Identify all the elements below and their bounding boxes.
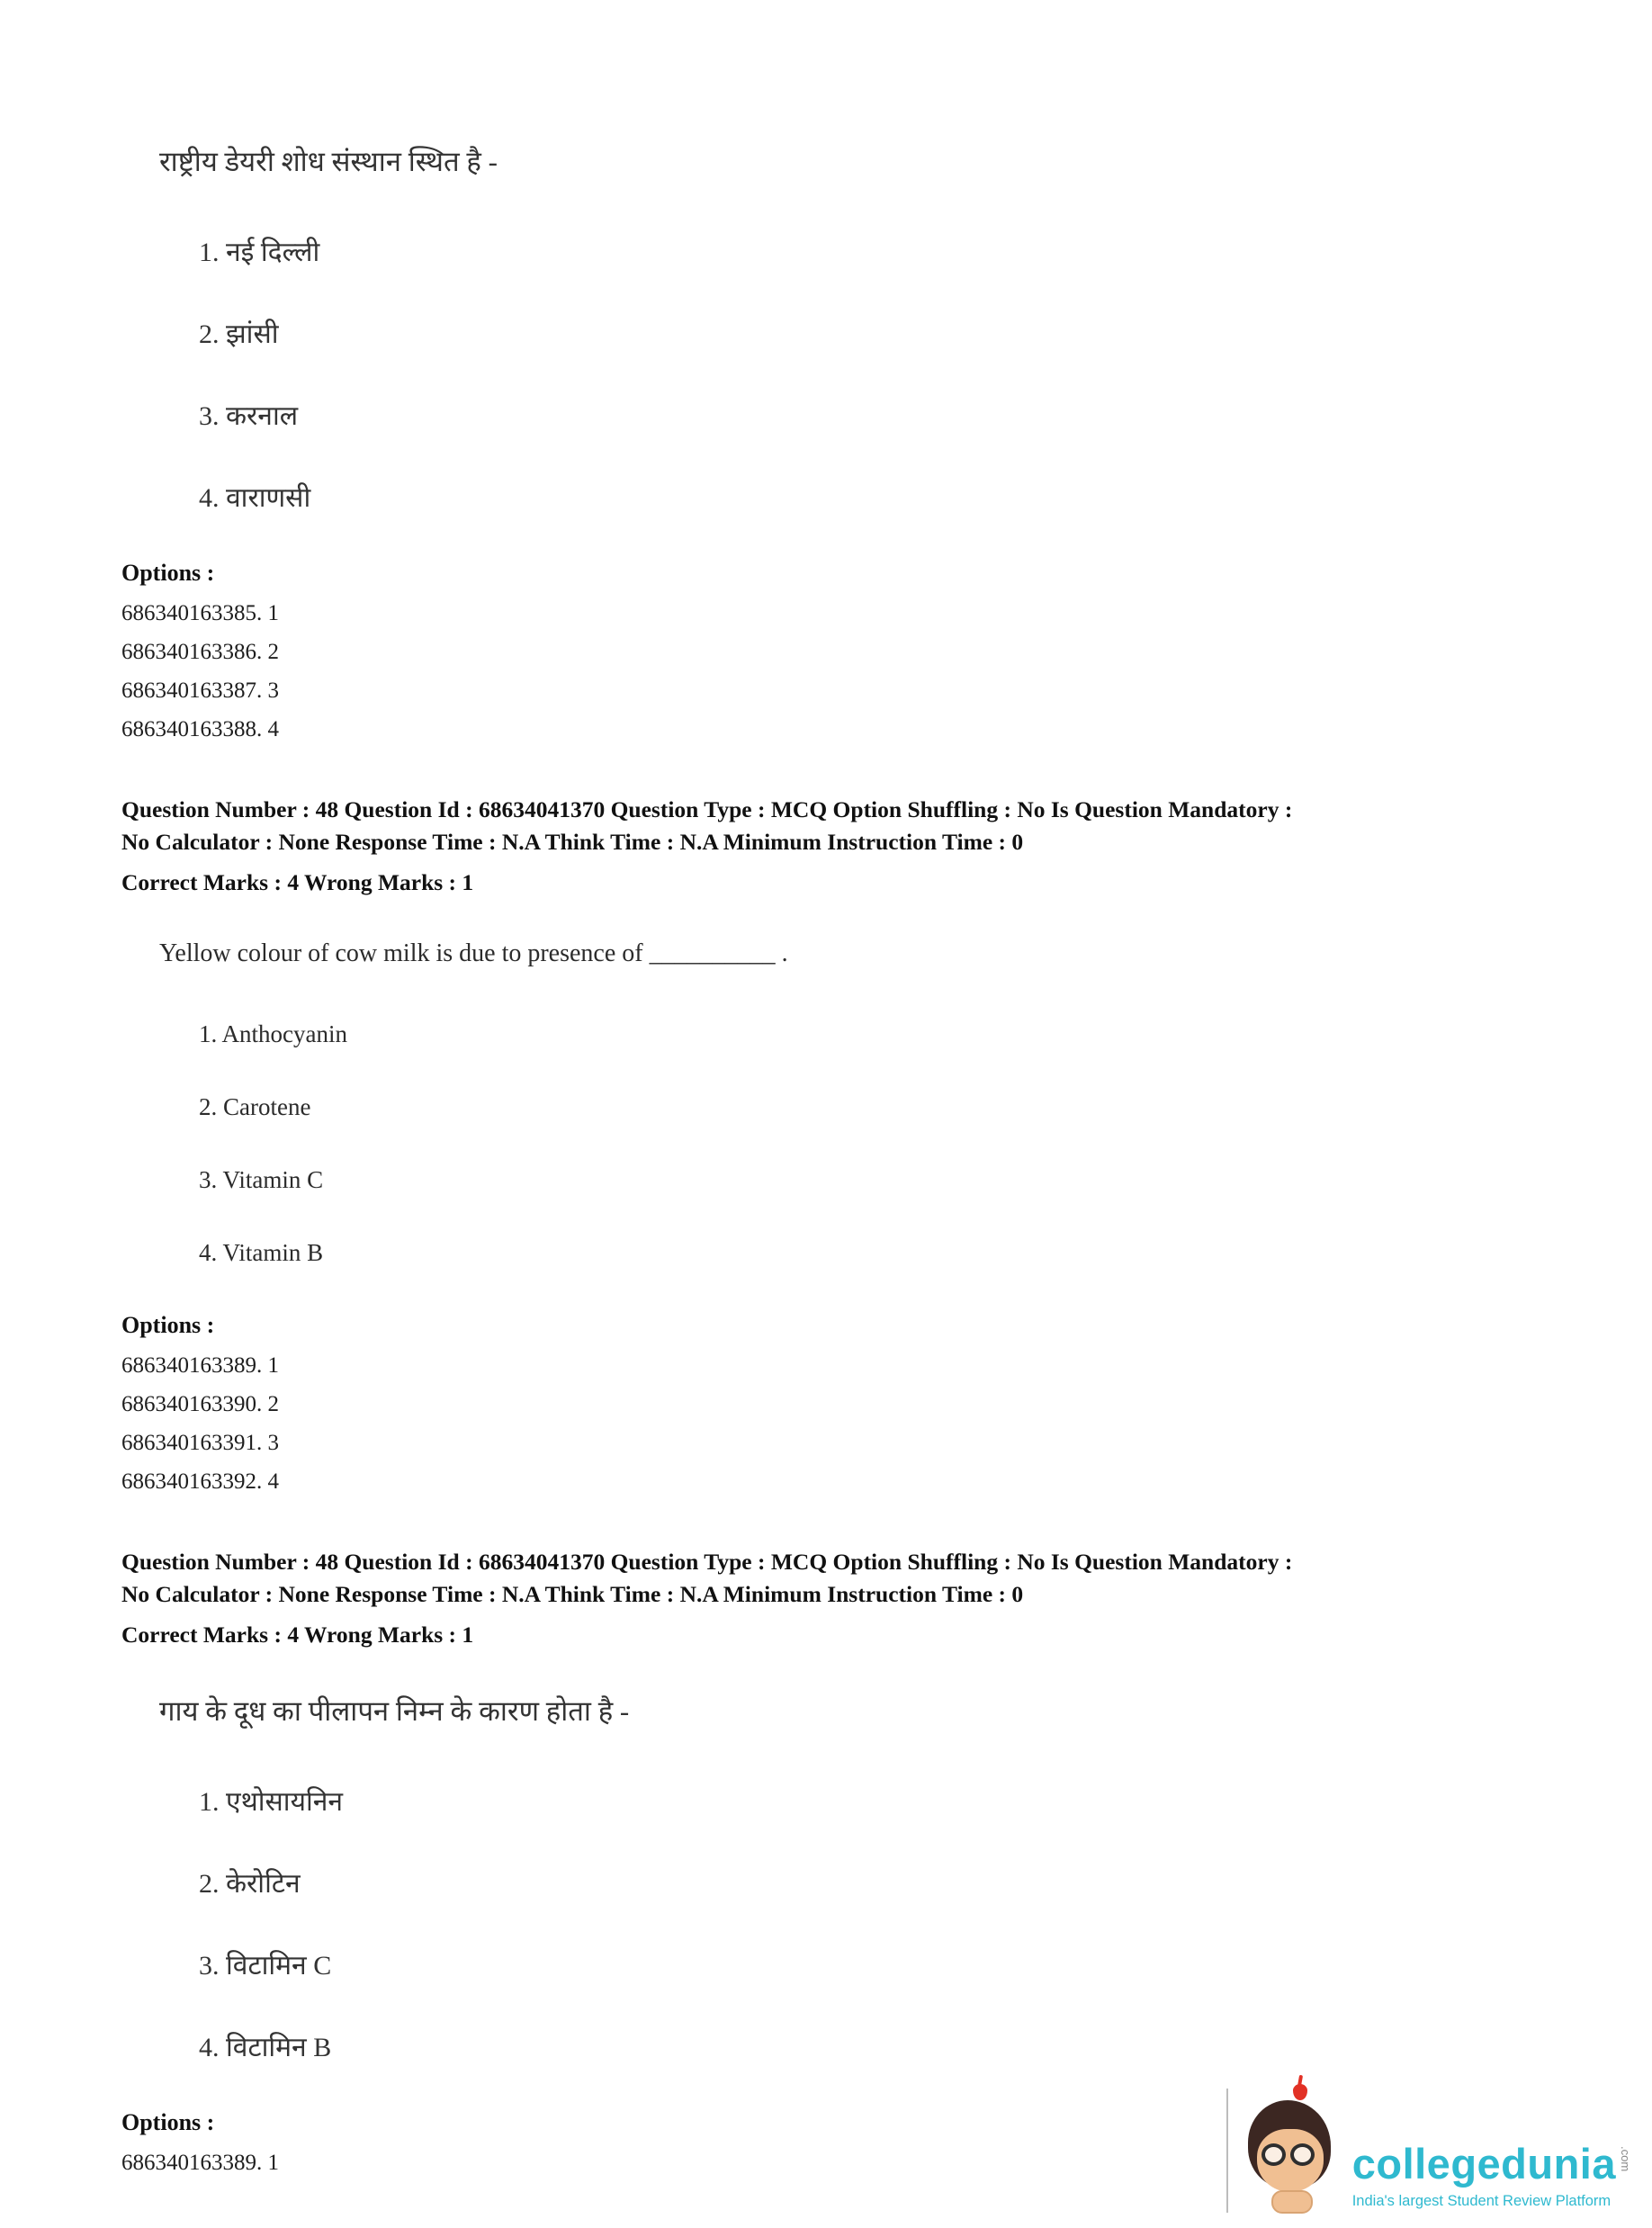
brand-domain-suffix: .com xyxy=(1619,2146,1632,2172)
choice-option: 1. एथोसायनिन xyxy=(199,1787,344,1817)
question-metadata xyxy=(121,1546,1598,1611)
choices-list xyxy=(199,1020,1598,1267)
meta-line: Question Number : 48 Question Id : 68634041370 Question Type : MCQ Option Shuffling : No Is Question Mandatory : xyxy=(121,796,1293,822)
question-metadata xyxy=(121,794,1598,858)
option-id: 686340163392. 4 xyxy=(121,1469,279,1494)
choice-option: 3. विटामिन C xyxy=(199,1951,332,1981)
option-id: 686340163390. 2 xyxy=(121,1392,279,1416)
mascot-face xyxy=(1257,2129,1324,2192)
options-label: Options : xyxy=(121,1312,215,1338)
marks-line: Correct Marks : 4 Wrong Marks : 1 xyxy=(121,1622,474,1648)
option-id: 686340163389. 1 xyxy=(121,2151,279,2175)
choice-option: 4. विटामिन B xyxy=(199,2033,332,2062)
choice-option: 4. वाराणसी xyxy=(199,483,311,513)
collegedunia-mascot-icon xyxy=(1243,2082,1338,2219)
brand-tagline: India's largest Student Review Platform xyxy=(1351,2193,1612,2209)
options-label: Options : xyxy=(121,2109,215,2135)
option-id: 686340163386. 2 xyxy=(121,640,279,664)
choice-option: 1. Anthocyanin xyxy=(199,1020,347,1047)
choices-list xyxy=(199,232,1598,515)
collegedunia-watermark xyxy=(1226,2082,1632,2219)
option-ids xyxy=(121,1346,1598,1501)
meta-line: No Calculator : None Response Time : N.A Think Time : N.A Minimum Instruction Time : 0 xyxy=(121,1581,1024,1607)
choice-option: 2. केरोटिन xyxy=(199,1869,301,1899)
logo-divider xyxy=(1226,2089,1228,2213)
question-text: Yellow colour of cow milk is due to presence of __________ . xyxy=(159,939,788,967)
choices-list xyxy=(199,1782,1598,2064)
option-id: 686340163388. 4 xyxy=(121,717,279,741)
glasses-icon xyxy=(1261,2143,1315,2166)
choice-option: 2. झांसी xyxy=(199,319,279,349)
choice-option: 3. करनाल xyxy=(199,401,299,431)
option-id: 686340163385. 1 xyxy=(121,601,279,625)
choice-option: 3. Vitamin C xyxy=(199,1166,324,1193)
option-id: 686340163387. 3 xyxy=(121,678,279,703)
option-id: 686340163391. 3 xyxy=(121,1431,279,1455)
question-text: गाय के दूध का पीलापन निम्न के कारण होता है - xyxy=(159,1695,630,1727)
choice-option: 4. Vitamin B xyxy=(199,1239,324,1266)
choice-option: 2. Carotene xyxy=(199,1093,311,1120)
option-id: 686340163389. 1 xyxy=(121,1353,279,1378)
collegedunia-wordmark xyxy=(1351,2140,1632,2219)
options-label: Options : xyxy=(121,560,215,586)
brand-name: collegedunia xyxy=(1351,2140,1616,2188)
meta-line: Question Number : 48 Question Id : 68634041370 Question Type : MCQ Option Shuffling : No Is Question Mandatory : xyxy=(121,1549,1293,1575)
question-text: राष्ट्रीय डेयरी शोध संस्थान स्थित है - xyxy=(159,146,498,177)
meta-line: No Calculator : None Response Time : N.A Think Time : N.A Minimum Instruction Time : 0 xyxy=(121,829,1024,855)
option-ids xyxy=(121,594,1598,749)
marks-line: Correct Marks : 4 Wrong Marks : 1 xyxy=(121,869,474,895)
red-droplet-icon xyxy=(1293,2084,1307,2100)
choice-option: 1. नई दिल्ली xyxy=(199,238,320,267)
question-block-2 xyxy=(121,794,1598,1501)
question-block-1 xyxy=(121,142,1598,749)
brand-row xyxy=(1351,2140,1632,2188)
mascot-hand xyxy=(1271,2190,1313,2214)
